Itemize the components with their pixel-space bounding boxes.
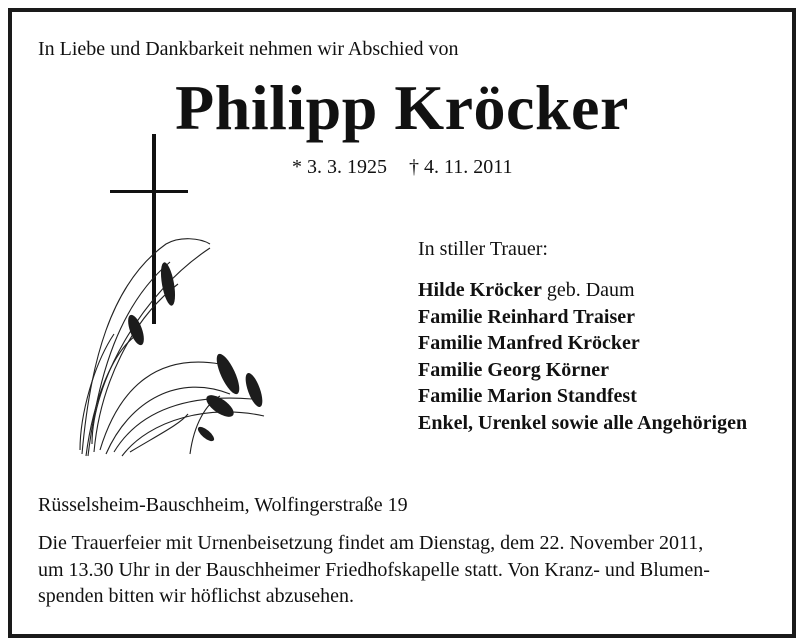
mourner-name: Familie Marion Standfest: [418, 385, 637, 407]
mourner-entry: [418, 277, 747, 304]
address-line: Rüsselsheim-Bauschheim, Wolfingerstraße 19: [38, 494, 408, 516]
mourner-name: Familie Manfred Kröcker: [418, 332, 640, 354]
wheat-icon: [80, 239, 264, 456]
mourner-entry: [418, 383, 747, 410]
mourner-name: Hilde Kröcker: [418, 279, 542, 301]
service-line: um 13.30 Uhr in der Bauschheimer Friedhofskapelle statt. Von Kranz- und Blumen-: [38, 558, 710, 581]
mourner-note: geb. Daum: [541, 279, 635, 301]
cross-and-wheat-illustration: [70, 134, 280, 464]
wheat-ears: [125, 261, 266, 443]
service-line: Die Trauerfeier mit Urnenbeisetzung findet am Dienstag, dem 22. November 2011,: [38, 532, 704, 554]
obituary-notice: [8, 8, 796, 638]
birth-date: * 3. 3. 1925: [292, 156, 387, 178]
mourner-entry: [418, 410, 747, 437]
service-line: spenden bitten wir höflichst abzusehen.: [38, 585, 355, 607]
mourning-heading: In stiller Trauer:: [418, 238, 548, 260]
deceased-name: Philipp Kröcker: [175, 72, 629, 143]
intro-text: In Liebe und Dankbarkeit nehmen wir Abschied von: [38, 38, 459, 60]
mourner-entry: [418, 304, 747, 331]
mourner-entry: [418, 357, 747, 384]
mourner-name: Familie Georg Körner: [418, 358, 610, 381]
life-dates: [292, 156, 513, 179]
mourners-block: [418, 238, 747, 436]
death-date: † 4. 11. 2011: [409, 156, 513, 178]
mourner-name: Enkel, Urenkel sowie alle Angehörigen: [418, 411, 748, 434]
mourner-name: Familie Reinhard Traiser: [418, 305, 636, 328]
mourner-entry: [418, 330, 747, 357]
service-details: [38, 530, 778, 610]
